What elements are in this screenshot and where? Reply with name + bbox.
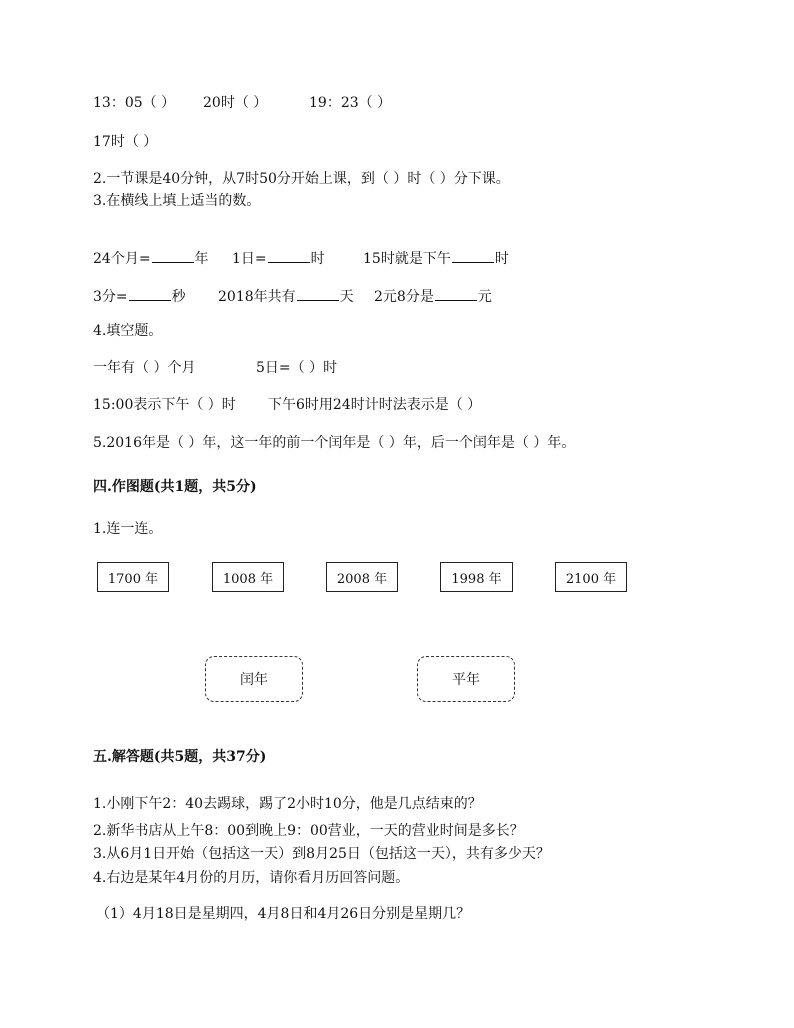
time-item-17: 17时（ ） — [93, 134, 158, 150]
question-5: 5.2016年是（ ）年，这一年的前一个闰年是（ ）年，后一个闰年是（ ）年。 — [93, 435, 576, 451]
unit: 年 — [194, 251, 209, 267]
section-5-question-3: 3.从6月1日开始（包括这一天）到8月25日（包括这一天），共有多少天？ — [93, 846, 550, 862]
year-box-1700[interactable]: 1700 年 — [97, 562, 169, 592]
label: 1日= — [232, 251, 267, 267]
common-year-box[interactable]: 平年 — [417, 656, 515, 702]
time-item-1923: 19：23（ ） — [309, 95, 392, 111]
answer-blank[interactable] — [297, 286, 339, 301]
section-4-title: 四.作图题(共1题，共5分) — [93, 479, 257, 495]
blank-15h-pm — [363, 248, 509, 268]
section-4-question-1: 1.连一连。 — [93, 521, 163, 537]
leap-year-box[interactable]: 闰年 — [205, 656, 303, 702]
unit: 时 — [494, 251, 509, 267]
fill-1500-pm: 15:00表示下午（ ）时 — [93, 397, 236, 413]
answer-blank[interactable] — [435, 286, 477, 301]
section-5-title: 五.解答题(共5题，共37分) — [93, 749, 267, 765]
unit: 时 — [310, 251, 325, 267]
year-box-2100[interactable]: 2100 年 — [555, 562, 627, 592]
answer-blank[interactable] — [268, 248, 310, 263]
section-5-question-4: 4.右边是某年4月份的月历，请你看月历回答问题。 — [93, 870, 410, 886]
blank-months-to-years — [93, 248, 209, 268]
label: 3分= — [93, 289, 128, 305]
unit: 秒 — [171, 289, 186, 305]
label: 24个月= — [93, 251, 151, 267]
year-box-1998[interactable]: 1998 年 — [440, 562, 513, 592]
label: 2元8分是 — [374, 289, 434, 305]
fill-6pm-24h: 下午6时用24时计时法表示是（ ） — [268, 397, 482, 413]
blank-day-to-hours — [232, 248, 325, 268]
time-item-20: 20时（ ） — [203, 95, 268, 111]
year-box-2008[interactable]: 2008 年 — [326, 562, 398, 592]
question-4: 4.填空题。 — [93, 323, 163, 339]
label: 2018年共有 — [218, 289, 296, 305]
blank-2018-days — [218, 286, 354, 306]
question-3: 3.在横线上填上适当的数。 — [93, 193, 261, 209]
label: 15时就是下午 — [363, 251, 451, 267]
section-5-question-4-part-1: （1）4月18日是星期四，4月8日和4月26日分别是星期几？ — [96, 906, 471, 922]
unit: 天 — [339, 289, 354, 305]
fill-days-to-hours: 5日=（ ）时 — [256, 360, 338, 376]
question-2: 2.一节课是40分钟，从7时50分开始上课，到（ ）时（ ）分下课。 — [93, 171, 510, 187]
answer-blank[interactable] — [452, 248, 494, 263]
blank-yuan — [374, 286, 492, 306]
unit: 元 — [477, 289, 492, 305]
time-item-1305: 13：05（ ） — [93, 95, 176, 111]
blank-minutes-to-seconds — [93, 286, 186, 306]
section-5-question-1: 1.小刚下午2：40去踢球，踢了2小时10分，他是几点结束的？ — [93, 796, 482, 812]
fill-months-in-year: 一年有（ ）个月 — [93, 360, 196, 376]
answer-blank[interactable] — [129, 286, 171, 301]
year-box-1008[interactable]: 1008 年 — [212, 562, 284, 592]
answer-blank[interactable] — [152, 248, 194, 263]
section-5-question-2: 2.新华书店从上午8：00到晚上9：00营业，一天的营业时间是多长？ — [93, 823, 524, 839]
